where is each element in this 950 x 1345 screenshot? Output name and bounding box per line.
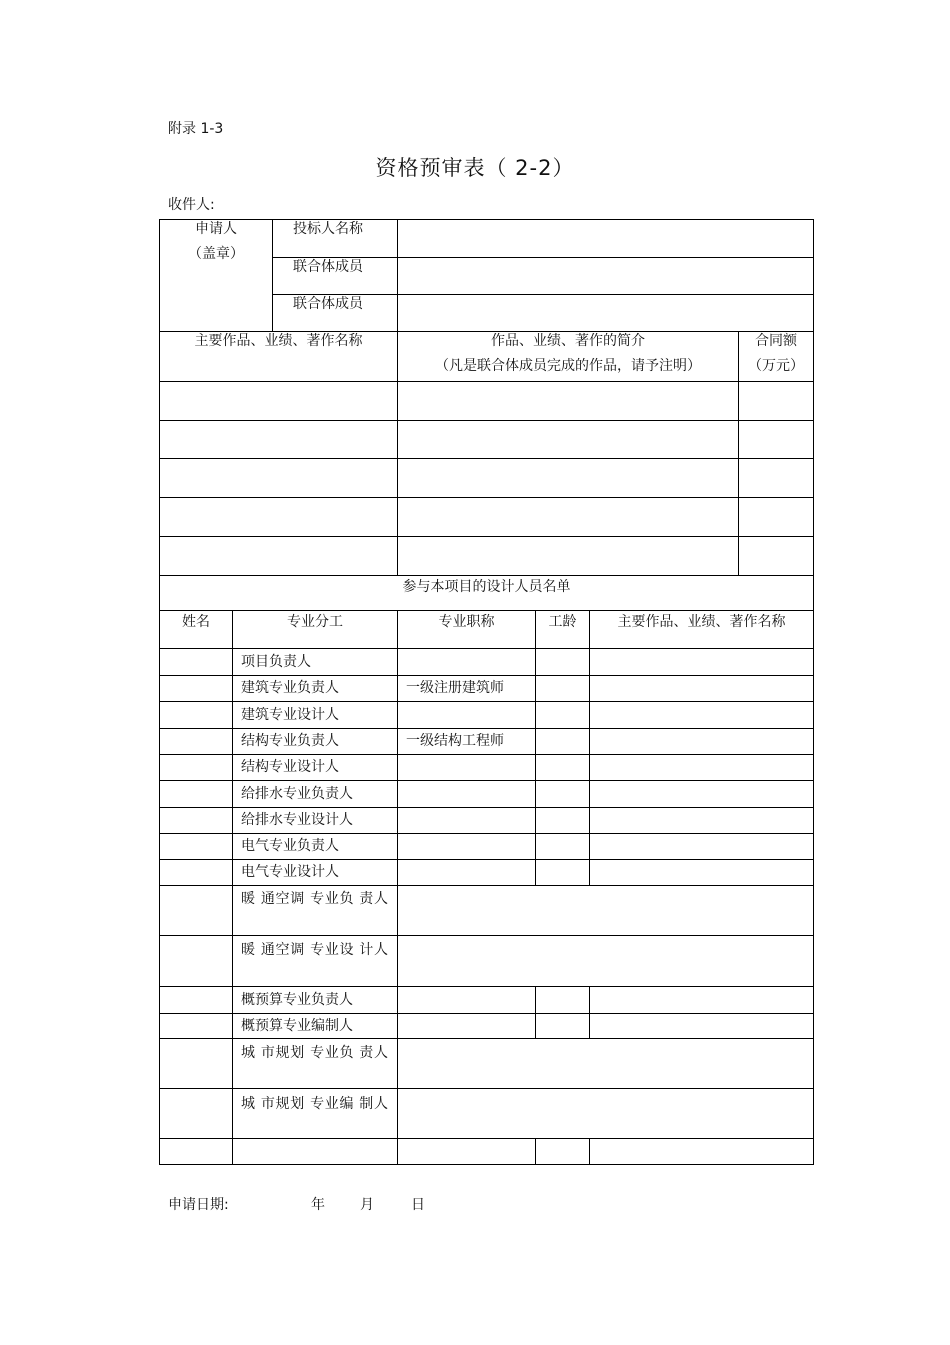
division-cell: 概预算专业编制人 [241,1018,353,1034]
grid-line [159,1164,814,1165]
grid-line [535,1138,536,1165]
seniority-header: 工龄 [548,614,577,630]
grid-line [159,675,814,676]
month-label: 月 [360,1197,374,1213]
grid-line [159,536,814,537]
grid-line [159,420,814,421]
designers-list-title: 参与本项目的设计人员名单 [402,579,571,595]
grid-line [535,986,536,1038]
grid-line [159,859,814,860]
professional-title-cell: 一级结构工程师 [406,733,504,749]
division-header: 专业分工 [287,614,343,630]
contract-amount-header: 合同额 [755,333,797,349]
professional-title-cell: 一级注册建筑师 [406,680,504,696]
grid-line [589,1138,590,1165]
grid-line [159,754,814,755]
grid-line [159,1138,814,1139]
division-cell: 暖 通空调 专业负 责人 [241,891,388,907]
grid-line [159,986,814,987]
division-cell: 城 市规划 专业编 制人 [241,1096,388,1112]
bidder-name-field[interactable] [398,220,813,257]
application-date-label: 申请日期: [168,1197,229,1213]
appendix-label: 附录 1-3 [168,121,224,137]
grid-line [159,701,814,702]
grid-line [159,219,160,1165]
division-cell: 城 市规划 专业负 责人 [241,1045,388,1061]
grid-line [159,1013,814,1014]
grid-line [159,648,814,649]
division-cell: 概预算专业负责人 [241,992,353,1008]
consortium-member-label: 联合体成员 [293,296,363,312]
grid-line [159,1088,814,1089]
grid-line [159,1038,814,1039]
consortium-member-field[interactable] [398,295,813,331]
works-intro-header: 作品、业绩、著作的简介 [491,333,645,349]
division-cell: 结构专业设计人 [241,759,339,775]
grid-line [589,610,590,886]
grid-line [159,780,814,781]
consortium-member-field[interactable] [398,258,813,294]
works-header: 主要作品、业绩、著作名称 [617,614,786,630]
bidder-name-label: 投标人名称 [293,221,363,237]
grid-line [159,497,814,498]
contract-amount-unit: （万元） [748,358,804,374]
grid-line [813,219,814,1165]
division-cell: 暖 通空调 专业设 计人 [241,942,388,958]
division-cell: 结构专业负责人 [241,733,339,749]
grid-line [159,935,814,936]
grid-line [272,219,273,331]
page-title: 资格预审表（ 2-2） [375,156,575,180]
division-cell: 电气专业负责人 [241,838,339,854]
grid-line [159,728,814,729]
grid-line [159,458,814,459]
consortium-member-label: 联合体成员 [293,259,363,275]
seal-label: （盖章） [188,246,244,262]
division-cell: 项目负责人 [241,654,311,670]
day-label: 日 [411,1197,425,1213]
division-cell: 建筑专业负责人 [241,680,339,696]
name-header: 姓名 [182,614,210,630]
division-cell: 电气专业设计人 [241,864,339,880]
grid-line [535,610,536,886]
professional-title-header: 专业职称 [438,614,495,630]
grid-line [397,610,398,1165]
division-cell: 给排水专业负责人 [241,786,353,802]
grid-line [159,381,814,382]
works-name-header: 主要作品、业绩、著作名称 [194,333,363,349]
recipient-label: 收件人: [168,197,215,213]
division-cell: 给排水专业设计人 [241,812,353,828]
grid-line [159,885,814,886]
grid-line [159,807,814,808]
grid-line [232,610,233,1165]
division-cell: 建筑专业设计人 [241,707,339,723]
grid-line [159,833,814,834]
grid-line [589,986,590,1038]
applicant-label: 申请人 [195,221,237,237]
year-label: 年 [311,1197,325,1213]
works-intro-note: （凡是联合体成员完成的作品，请予注明） [435,358,701,374]
